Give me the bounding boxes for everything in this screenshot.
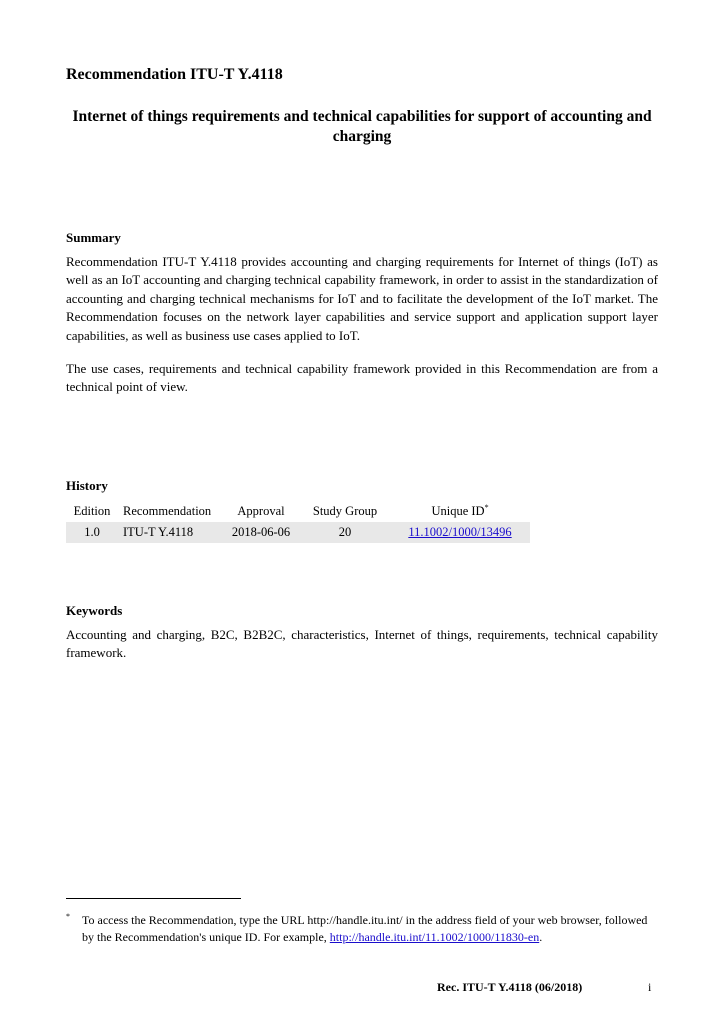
document-title: Internet of things requirements and technical capabilities for support of accounting and charging: [72, 108, 652, 145]
column-header-approval: Approval: [237, 504, 285, 518]
footnote-example-link[interactable]: http://handle.itu.int/11.1002/1000/11830-en: [329, 929, 540, 944]
keywords-heading: Keywords: [66, 603, 123, 618]
column-header-study-group: Study Group: [312, 504, 378, 518]
cell-edition: 1.0: [66, 522, 118, 543]
footnote-text-before-link: To access the Recommendation, type the URL http://handle.itu.int/ in the address field of your web browser, followed by the Recommendation's unique ID. For example,: [82, 913, 648, 944]
unique-id-footnote-marker: *: [484, 502, 489, 512]
footnote-text: [82, 912, 658, 945]
column-header-unique-id: [390, 501, 530, 522]
history-heading: History: [66, 478, 108, 493]
cell-unique-id: [390, 522, 530, 543]
unique-id-header-label: Unique ID: [431, 504, 485, 518]
history-table-header-row: [66, 501, 530, 522]
unique-id-link[interactable]: 11.1002/1000/13496: [408, 525, 512, 539]
table-row: [66, 522, 530, 543]
summary-heading: Summary: [66, 230, 121, 245]
footnote-marker: *: [66, 912, 70, 921]
recommendation-title: Recommendation ITU-T Y.4118: [66, 66, 283, 83]
column-header-edition: Edition: [73, 504, 111, 518]
history-table: [66, 501, 530, 543]
cell-study-group: 20: [300, 522, 390, 543]
cell-recommendation: ITU-T Y.4118: [118, 522, 222, 543]
footnote-text-after-link: .: [539, 929, 543, 944]
keywords-text: Accounting and charging, B2C, B2B2C, characteristics, Internet of things, requirements, technical capability framework.: [66, 627, 658, 661]
footnote: [66, 912, 658, 945]
summary-paragraph-1: Recommendation ITU-T Y.4118 provides accounting and charging requirements for Internet of things (IoT) as well as an IoT accounting and charging technical capability framework, in order to assist in the standardization of accounting and charging technical mechanisms for IoT and to facilitate the development of the IoT market. The Recommendation focuses on the network layer capabilities and service support and application support layer capabilities, as well as business use cases applied to IoT.: [66, 254, 658, 343]
page-number: i: [648, 980, 652, 994]
summary-paragraph-2: The use cases, requirements and technical capability framework provided in this Recommendation are from a technical point of view.: [66, 361, 658, 395]
running-footer-title: Rec. ITU-T Y.4118 (06/2018): [437, 980, 583, 994]
column-header-recommendation: Recommendation: [123, 504, 212, 518]
cell-approval: 2018-06-06: [222, 522, 300, 543]
footnote-divider: [66, 898, 241, 899]
